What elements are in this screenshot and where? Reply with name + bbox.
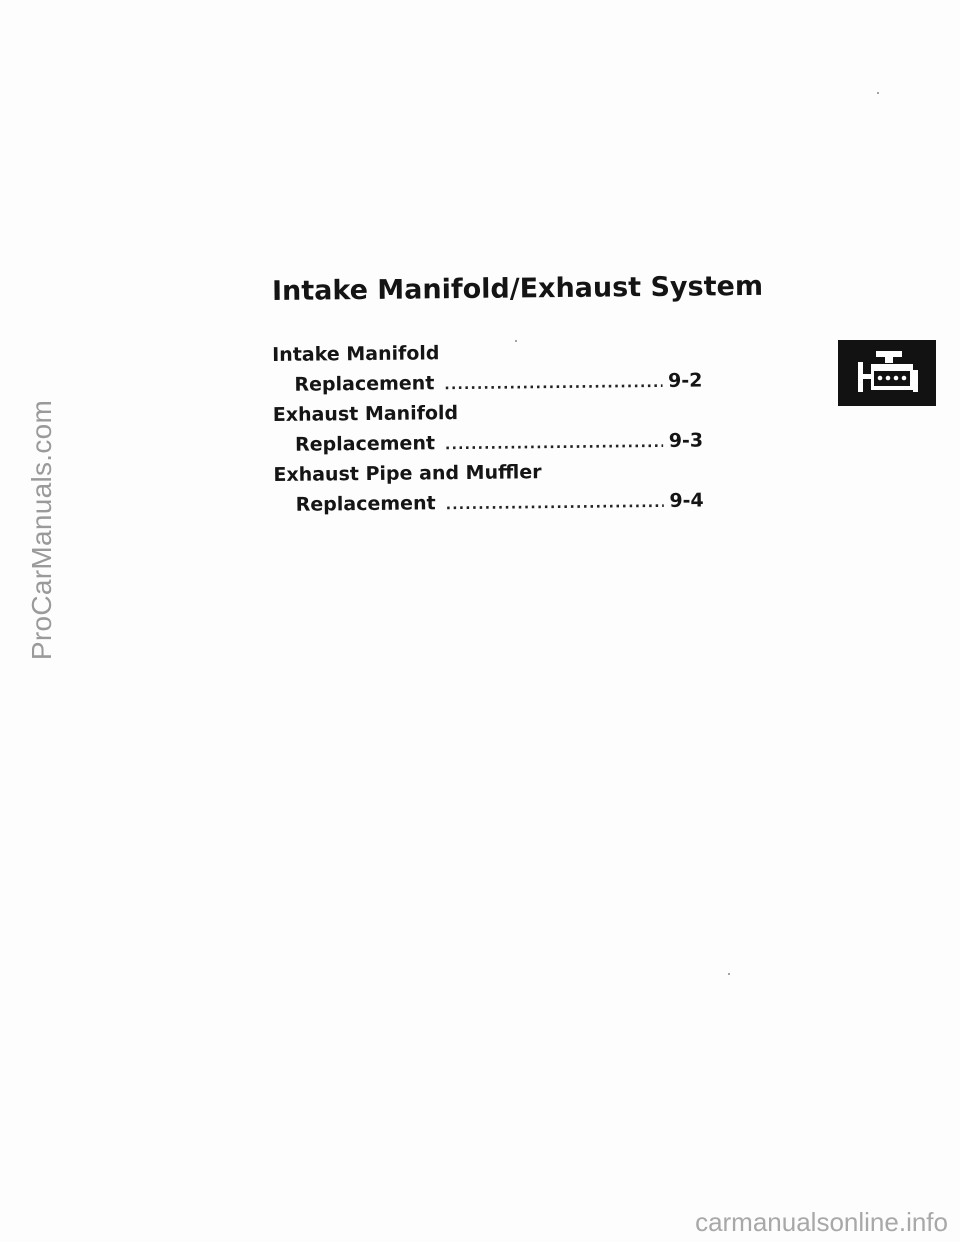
scan-speck bbox=[728, 973, 730, 975]
side-watermark bbox=[22, 300, 62, 760]
engine-icon bbox=[838, 340, 936, 406]
scan-speck bbox=[877, 92, 879, 94]
section-tab-badge bbox=[838, 340, 936, 406]
toc-page-number: 9-3 bbox=[668, 429, 704, 452]
toc-item-label: Replacement bbox=[294, 432, 436, 456]
toc-link-exhaust-manifold-replacement[interactable] bbox=[273, 425, 703, 460]
toc-entry-exhaust-pipe-muffler bbox=[273, 455, 704, 519]
footer-watermark: carmanualsonline.info bbox=[695, 1207, 948, 1237]
toc-page-number: 9-2 bbox=[668, 369, 703, 392]
side-watermark-text: ProCarManuals.com bbox=[26, 399, 57, 661]
dot-leader bbox=[444, 368, 662, 400]
section-title: Intake Manifold/Exhaust System bbox=[271, 270, 764, 307]
toc-heading: Exhaust Manifold bbox=[272, 402, 459, 426]
scan-speck bbox=[515, 340, 517, 342]
toc-link-intake-replacement[interactable] bbox=[272, 365, 702, 400]
toc-item-label: Replacement bbox=[294, 372, 435, 396]
dot-leader bbox=[445, 428, 663, 460]
toc-heading: Exhaust Pipe and Muffler bbox=[273, 461, 542, 486]
dot-leader bbox=[445, 488, 663, 520]
toc-heading: Intake Manifold bbox=[272, 342, 440, 366]
table-of-contents bbox=[272, 335, 704, 519]
toc-entry-intake-manifold bbox=[272, 335, 703, 399]
toc-item-label: Replacement bbox=[295, 492, 436, 516]
toc-page-number: 9-4 bbox=[669, 489, 704, 512]
toc-entry-exhaust-manifold bbox=[273, 395, 704, 459]
toc-link-exhaust-pipe-replacement[interactable] bbox=[274, 485, 704, 520]
